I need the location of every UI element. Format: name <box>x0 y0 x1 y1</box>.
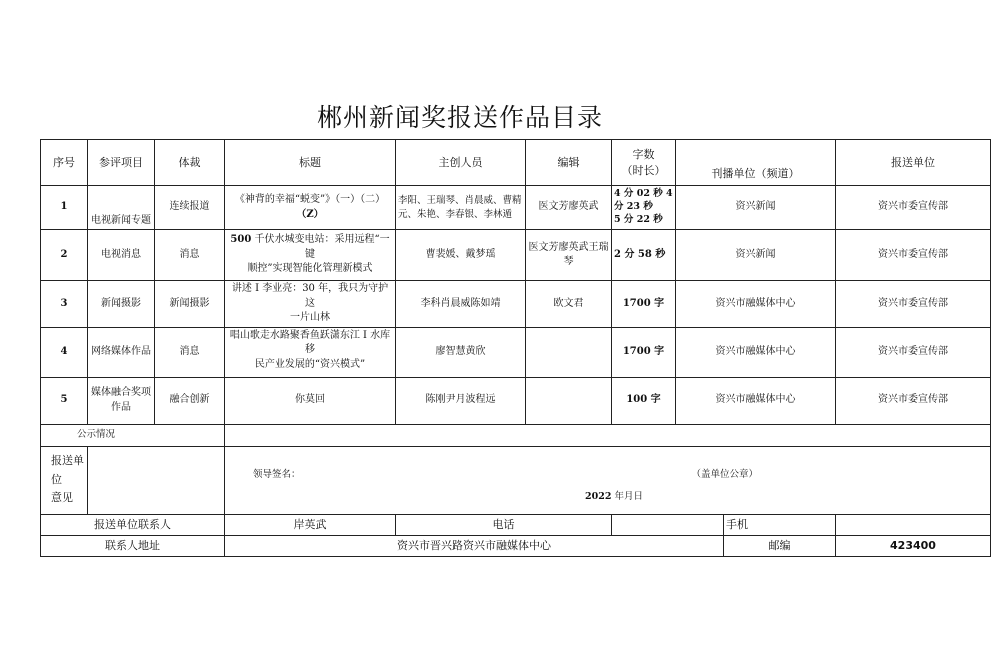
header-category: 参评项目 <box>88 140 155 186</box>
mobile-label: 手机 <box>724 514 836 535</box>
header-editor: 编辑 <box>526 140 612 186</box>
table-row <box>41 327 991 377</box>
header-title: 标题 <box>225 140 396 186</box>
row-title-line1: 500 千伏水城变电站：采用远程“一键 <box>230 234 390 260</box>
table-row <box>41 230 991 281</box>
row-length-line2: 分 23 秒 <box>614 201 653 213</box>
opinion-date <box>585 490 643 504</box>
opinion-label-line2: 位 <box>51 472 62 486</box>
row-no: 1 <box>41 186 88 230</box>
row-creators: 李科肖晨威陈如靖 <box>396 281 526 328</box>
row-category: 网络媒体作品 <box>88 327 155 377</box>
row-channel: 资兴市融媒体中心 <box>676 377 836 424</box>
row-genre: 连续报道 <box>155 186 225 230</box>
header-row <box>41 140 991 186</box>
table-row <box>41 377 991 424</box>
row-editor: 医文芳廖英武 <box>526 186 612 230</box>
row-genre: 消息 <box>155 230 225 281</box>
phone-value <box>612 514 724 535</box>
contact-label: 报送单位联系人 <box>41 514 225 535</box>
row-unit: 资兴市委宣传部 <box>836 186 991 230</box>
row-length-line3: 5 分 22 秒 <box>614 213 663 225</box>
row-channel: 资兴新闻 <box>676 230 836 281</box>
row-editor <box>526 327 612 377</box>
row-title <box>225 230 396 281</box>
row-title-line2: 顺控”实现智能化管理新模式 <box>247 263 373 275</box>
header-length-line1: 字数 <box>632 147 655 161</box>
row-length <box>612 186 676 230</box>
contact-name: 岸英武 <box>225 514 396 535</box>
row-editor: 欧文君 <box>526 281 612 328</box>
mobile-value <box>836 514 991 535</box>
address-value: 资兴市晋兴路资兴市融媒体中心 <box>225 535 724 556</box>
phone-label: 电话 <box>396 514 612 535</box>
row-unit: 资兴市委宣传部 <box>836 377 991 424</box>
table-row <box>41 281 991 328</box>
row-genre: 融合创新 <box>155 377 225 424</box>
row-length: 2 分 58 秒 <box>612 230 676 281</box>
row-no: 4 <box>41 327 88 377</box>
header-length-line2: （时长） <box>621 163 666 177</box>
zip-label: 邮编 <box>724 535 836 556</box>
row-category: 电视消息 <box>88 230 155 281</box>
row-creators: 陈刚尹月波程远 <box>396 377 526 424</box>
date-year: 2022 <box>585 491 612 502</box>
opinion-label <box>41 446 88 514</box>
header-length <box>612 140 676 186</box>
row-title <box>225 281 396 328</box>
row-editor <box>526 377 612 424</box>
zip-value: 423400 <box>836 535 991 556</box>
row-creators: 曹裴媛、戴梦瑶 <box>396 230 526 281</box>
row-title-line1: 《神背的幸福“蜕变”》（一）（二） <box>234 194 386 205</box>
row-genre: 新闻摄影 <box>155 281 225 328</box>
opinion-blank <box>88 446 225 514</box>
row-title <box>225 186 396 230</box>
header-creators: 主创人员 <box>396 140 526 186</box>
row-editor: 医文芳廖英武王瑞琴 <box>526 230 612 281</box>
opinion-label-line1: 报送单 <box>51 453 84 467</box>
opinion-body <box>225 446 991 514</box>
date-rest: 年月日 <box>614 491 643 502</box>
row-no: 5 <box>41 377 88 424</box>
row-title: 你莫回 <box>225 377 396 424</box>
row-no: 2 <box>41 230 88 281</box>
publicity-row <box>41 424 991 446</box>
row-title-line1: 唱山歌走水路聚香鱼跃潇东江 I 水库移 <box>229 329 391 355</box>
page-title: 郴州新闻奖报送作品目录 <box>316 103 603 132</box>
row-title-line2: 一片山林 <box>290 312 330 323</box>
row-unit: 资兴市委宣传部 <box>836 230 991 281</box>
row-category: 电视新闻专题 <box>88 186 155 230</box>
table-row <box>41 186 991 230</box>
row-title <box>225 327 396 377</box>
works-table <box>40 139 991 557</box>
address-label: 联系人地址 <box>41 535 225 556</box>
header-genre: 体裁 <box>155 140 225 186</box>
row-no: 3 <box>41 281 88 328</box>
row-genre: 消息 <box>155 327 225 377</box>
row-length-line1: 4 分 02 秒 4 <box>614 188 673 200</box>
row-title-line2: 民产业发展的“资兴模式” <box>254 358 366 370</box>
row-category: 新闻摄影 <box>88 281 155 328</box>
row-channel: 资兴市融媒体中心 <box>676 281 836 328</box>
opinion-label-line3: 意见 <box>51 491 73 505</box>
publicity-label: 公示情况 <box>41 424 225 446</box>
header-no: 序号 <box>41 140 88 186</box>
row-creators: 李阳、王瑞琴、肖晨威、曹精元、朱艳、李春银、李林遁 <box>396 186 526 230</box>
row-title-line1: 讲述 I 李业亮：30 年，我只为守护这 <box>231 283 389 309</box>
leader-signature-label: 领导签名： <box>253 469 301 480</box>
row-length: 1700 字 <box>612 281 676 328</box>
address-row <box>41 535 991 556</box>
row-title-line2: （Z） <box>296 208 324 220</box>
row-length: 1700 字 <box>612 327 676 377</box>
row-category: 媒体融合奖项作品 <box>88 377 155 424</box>
header-channel: 刊播单位（频道） <box>676 140 836 186</box>
row-length: 100 字 <box>612 377 676 424</box>
row-channel: 资兴新闻 <box>676 186 836 230</box>
seal-note: （盖单位公章） <box>691 469 759 480</box>
opinion-row <box>41 446 991 514</box>
row-channel: 资兴市融媒体中心 <box>676 327 836 377</box>
row-unit: 资兴市委宣传部 <box>836 327 991 377</box>
row-creators: 廖智慧黄欣 <box>396 327 526 377</box>
publicity-value <box>225 424 991 446</box>
row-unit: 资兴市委宣传部 <box>836 281 991 328</box>
contact-row <box>41 514 991 535</box>
header-unit: 报送单位 <box>836 140 991 186</box>
